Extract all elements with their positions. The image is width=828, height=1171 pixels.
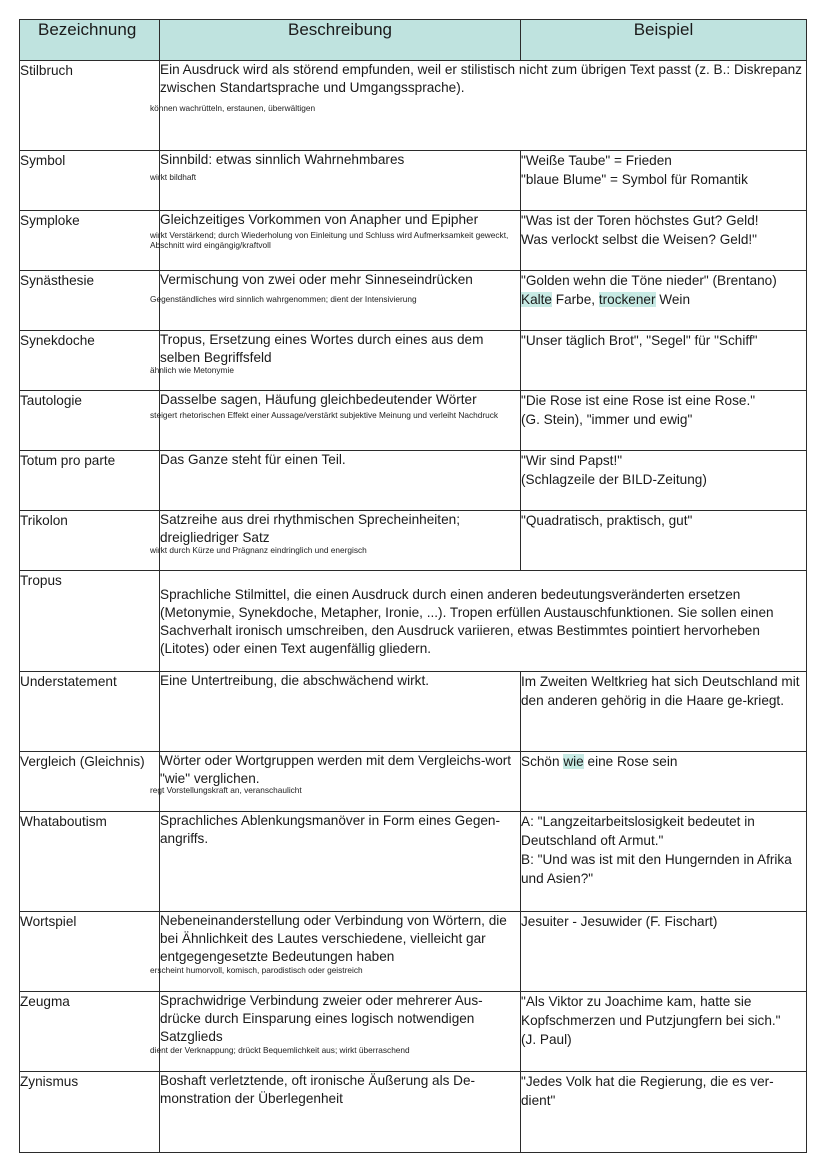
example-cell — [521, 752, 807, 812]
effect-note: ähnlich wie Metonymie — [150, 365, 234, 375]
description-text: Dasselbe sagen, Häufung gleichbedeutender Wörter — [160, 392, 477, 407]
effect-note: wirkt durch Kürze und Prägnanz eindringlich und energisch — [150, 545, 367, 555]
example-line: "Die Rose ist eine Rose ist eine Rose." — [521, 393, 756, 408]
term-cell: Trikolon — [20, 511, 160, 571]
example-cell — [521, 812, 807, 912]
term-cell: Vergleich (Gleichnis) — [20, 752, 160, 812]
description-cell: Eine Untertreibung, die abschwächend wirkt. — [160, 672, 521, 752]
example-cell — [521, 391, 807, 451]
table-row — [20, 992, 807, 1072]
table-row — [20, 752, 807, 812]
description-cell: Das Ganze steht für einen Teil. — [160, 451, 521, 511]
description-text: Ein Ausdruck wird als störend empfunden, weil er stilistisch nicht zum übrigen Text passt (z. B.: Diskrepanz zwischen Standartsprache und Umgangssprache). — [160, 62, 802, 95]
table-row — [20, 912, 807, 992]
example-line: (Schlagzeile der BILD-Zeitung) — [521, 472, 707, 487]
description-cell — [150, 391, 521, 451]
table-row — [20, 571, 807, 672]
description-text: Tropus, Ersetzung eines Wortes durch eines aus dem selben Begriffsfeld — [160, 332, 484, 365]
highlighted-word: Kalte — [521, 292, 552, 307]
description-text: Sinnbild: etwas sinnlich Wahrnehmbares — [160, 152, 405, 167]
example-cell: "Quadratisch, praktisch, gut" — [521, 511, 807, 571]
example-line: B: "Und was ist mit den Hungernden in Afrika und Asien?" — [521, 852, 792, 886]
header-bezeichnung: Bezeichnung — [20, 20, 160, 61]
description-cell: Sprachliche Stilmittel, die einen Ausdruck durch einen anderen bedeutungsveränderten ersetzen (Metonymie, Synekdoche, Metapher, Ironie, ...). Tropen erfüllen Austauschfunktionen. Sie sollen einen Sachverhalt ironisch umschreiben, den Ausdruck variieren, etwas Bestimmtes pointiert hervorheben (Litotes) oder einen Text augenfällig gliedern. — [160, 571, 807, 672]
description-cell — [150, 211, 521, 271]
table-row — [20, 61, 807, 151]
header-beschreibung: Beschreibung — [160, 20, 521, 61]
description-text: Nebeneinanderstellung oder Verbindung von Wörtern, die bei Ähnlichkeit des Lautes verschiedene, vielleicht gar entgegengesetzte Bedeutungen haben — [160, 913, 507, 964]
term-cell: Whataboutism — [20, 812, 160, 912]
description-cell — [150, 61, 807, 151]
example-line — [521, 290, 806, 309]
example-line: "Weiße Taube" = Frieden — [521, 153, 672, 168]
table-row — [20, 331, 807, 391]
term-cell: Stilbruch — [20, 61, 160, 151]
table-row — [20, 1072, 807, 1153]
term-cell: Synästhesie — [20, 271, 160, 331]
effect-note: erscheint humorvoll, komisch, parodistisch oder geistreich — [150, 965, 363, 975]
example-line: "Golden wehn die Töne nieder" (Brentano) — [521, 273, 777, 288]
term-cell: Symbol — [20, 151, 160, 211]
description-text: Wörter oder Wortgruppen werden mit dem Vergleichs-wort "wie" verglichen. — [160, 753, 512, 786]
example-cell — [521, 451, 807, 511]
example-cell: Im Zweiten Weltkrieg hat sich Deutschland mit den anderen gehörig in die Haare ge-kriegt. — [521, 672, 807, 752]
example-text: Wein — [655, 292, 691, 307]
effect-note: steigert rhetorischen Effekt einer Aussage/verstärkt subjektive Meinung und verleiht Nachdruck — [150, 410, 499, 420]
example-cell — [521, 992, 807, 1072]
description-cell — [150, 912, 521, 992]
example-text: Schön — [521, 754, 564, 769]
highlighted-word: wie — [563, 754, 584, 769]
description-cell — [150, 271, 521, 331]
table-row — [20, 151, 807, 211]
table-row — [20, 812, 807, 912]
description-cell: Sprachliches Ablenkungsmanöver in Form eines Gegen-angriffs. — [160, 812, 521, 912]
effect-note: wirkt bildhaft — [150, 172, 197, 182]
description-text: Sprachwidrige Verbindung zweier oder mehrerer Aus-drücke durch Einsparung eines logisch notwendigen Satzglieds — [160, 993, 483, 1044]
term-cell: Zeugma — [20, 992, 160, 1072]
table-row — [20, 271, 807, 331]
example-cell — [521, 271, 807, 331]
description-text: Gleichzeitiges Vorkommen von Anapher und Epipher — [160, 212, 479, 227]
term-cell: Tropus — [20, 571, 160, 672]
effect-note: Gegenständliches wird sinnlich wahrgenommen; dient der Intensivierung — [150, 294, 417, 304]
example-line: A: "Langzeitarbeitslosigkeit bedeutet in Deutschland oft Armut." — [521, 814, 755, 848]
description-cell — [150, 511, 521, 571]
effect-note: regt Vorstellungskraft an, veranschaulicht — [150, 785, 302, 795]
term-cell: Totum pro parte — [20, 451, 160, 511]
example-line: "blaue Blume" = Symbol für Romantik — [521, 172, 748, 187]
table-row — [20, 391, 807, 451]
example-cell: "Jedes Volk hat die Regierung, die es ver-dient" — [521, 1072, 807, 1153]
term-cell: Tautologie — [20, 391, 160, 451]
description-cell — [150, 151, 521, 211]
description-text: Vermischung von zwei oder mehr Sinneseindrücken — [160, 272, 473, 287]
description-cell — [150, 331, 521, 391]
highlighted-word: trockener — [598, 292, 656, 307]
effect-note: dient der Verknappung; drückt Bequemlichkeit aus; wirkt überraschend — [150, 1045, 410, 1055]
effect-note: können wachrütteln, erstaunen, überwältigen — [150, 103, 316, 113]
term-cell: Symploke — [20, 211, 160, 271]
table-row — [20, 451, 807, 511]
description-cell — [150, 992, 521, 1072]
example-cell — [521, 211, 807, 271]
table-row — [20, 211, 807, 271]
stilmittel-table — [19, 19, 807, 1153]
term-cell: Zynismus — [20, 1072, 160, 1153]
term-cell: Synekdoche — [20, 331, 160, 391]
term-cell: Understatement — [20, 672, 160, 752]
example-cell — [521, 151, 807, 211]
term-cell: Wortspiel — [20, 912, 160, 992]
example-cell: Jesuiter - Jesuwider (F. Fischart) — [521, 912, 807, 992]
header-beispiel: Beispiel — [521, 20, 807, 61]
description-cell — [150, 752, 521, 812]
example-line: Was verlockt selbst die Weisen? Geld!" — [521, 232, 758, 247]
table-row — [20, 672, 807, 752]
example-text: Farbe, — [551, 292, 599, 307]
example-cell: "Unser täglich Brot", "Segel" für "Schiff" — [521, 331, 807, 391]
effect-note: wirkt Verstärkend; durch Wiederholung von Einleitung und Schluss wird Aufmerksamkeit geweckt, Abschnitt wird eingängig/kraftvoll — [150, 230, 509, 250]
description-text: Satzreihe aus drei rhythmischen Sprecheinheiten; dreigliedriger Satz — [160, 512, 460, 545]
example-line: (J. Paul) — [521, 1032, 572, 1047]
description-cell: Boshaft verletztende, oft ironische Äußerung als De-monstration der Überlegenheit — [160, 1072, 521, 1153]
example-text: eine Rose sein — [583, 754, 678, 769]
example-line: "Was ist der Toren höchstes Gut? Geld! — [521, 213, 759, 228]
header-row — [20, 20, 807, 61]
example-line: (G. Stein), "immer und ewig" — [521, 412, 693, 427]
example-line: "Wir sind Papst!" — [521, 453, 623, 468]
example-line: "Als Viktor zu Joachime kam, hatte sie Kopfschmerzen und Putzjungfern bei sich." — [521, 994, 781, 1028]
table-row — [20, 511, 807, 571]
